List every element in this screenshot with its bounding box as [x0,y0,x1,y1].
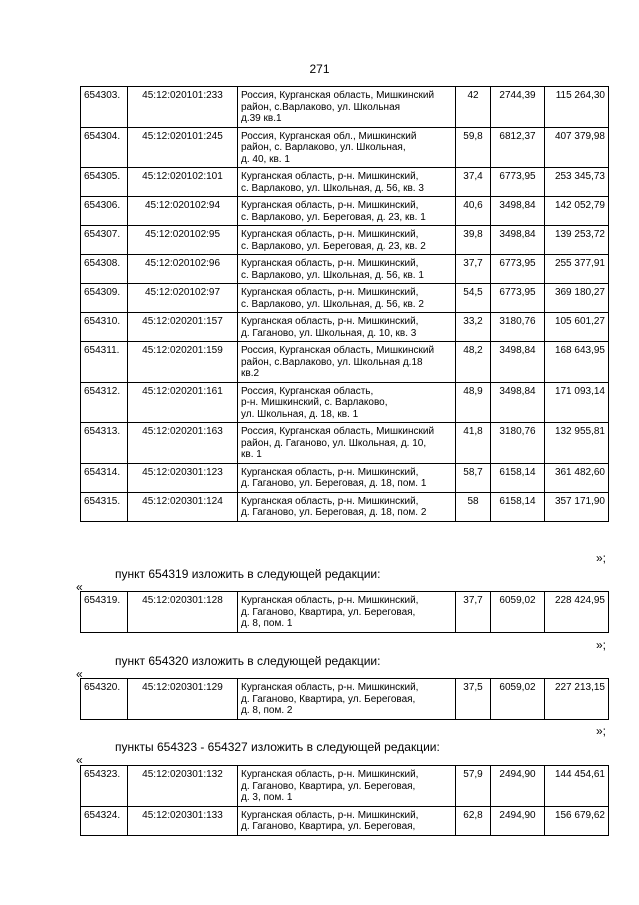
closing-quote: »; [596,551,607,565]
cadastral-value: 357 171,90 [545,492,609,521]
address-line: Россия, Курганская область, Мишкинский [241,90,435,101]
address [238,342,456,383]
cadastral-rate: 2744,39 [491,87,545,128]
cadastral-value: 144 454,61 [545,766,609,807]
area: 58 [456,492,491,521]
row-number: 654319. [81,592,128,633]
closing-quote: »; [596,638,607,652]
cadastral-value: 407 379,98 [545,127,609,168]
opening-quote: « [76,667,83,681]
cadastral-rate: 6773,95 [491,284,545,313]
address-line: Курганская область, р-н. Мишкинский, [241,229,419,240]
cadastral-rate: 6773,95 [491,255,545,284]
address [238,463,456,492]
address-line: Курганская область, р-н. Мишкинский, [241,258,419,269]
address-line: Россия, Курганская область, [241,385,374,397]
table-row [81,463,609,492]
cadastral-number: 45:12:020201:163 [128,423,238,464]
address-line: с. Варлаково, ул. Школьная, д. 56, кв. 3 [241,182,424,194]
area: 41,8 [456,423,491,464]
cadastral-value: 227 213,15 [545,679,609,720]
area: 62,8 [456,806,491,835]
area: 58,7 [456,463,491,492]
address [238,423,456,464]
area: 37,7 [456,255,491,284]
address [238,492,456,521]
cadastral-number: 45:12:020201:161 [128,382,238,423]
cadastral-number: 45:12:020301:133 [128,806,238,835]
cadastral-number: 45:12:020102:101 [128,168,238,197]
table-row [81,592,609,633]
cadastral-rate: 3180,76 [491,313,545,342]
opening-quote: « [76,580,83,594]
address [238,592,456,633]
address [238,284,456,313]
cadastral-rate: 3498,84 [491,342,545,383]
cadastral-rate: 6158,14 [491,492,545,521]
row-number: 654324. [81,806,128,835]
area: 57,9 [456,766,491,807]
address-line: с. Варлаково, ул. Береговая, д. 23, кв. 2 [241,240,426,252]
instruction-text: пункт 654319 изложить в следующей редакции: [115,567,381,581]
address-line: д.39 кв.1 [241,113,282,124]
address-line: д. 3, пом. 1 [241,792,293,803]
address-line: с. Варлаково, ул. Школьная, д. 56, кв. 1 [241,269,424,281]
area: 33,2 [456,313,491,342]
address-line: Курганская область, р-н. Мишкинский, [241,809,419,821]
page-number: 271 [309,62,330,76]
table-row [81,492,609,521]
row-number: 654310. [81,313,128,342]
instruction-text: пункт 654320 изложить в следующей редакции: [115,654,381,668]
area: 40,6 [456,197,491,226]
address-line: Курганская область, р-н. Мишкинский, [241,171,419,182]
table-row [81,313,609,342]
address [238,255,456,284]
cadastral-number: 45:12:020301:123 [128,463,238,492]
cadastral-rate: 6773,95 [491,168,545,197]
cadastral-value: 132 955,81 [545,423,609,464]
row-number: 654313. [81,423,128,464]
table-row [81,87,609,128]
address [238,87,456,128]
closing-quote: »; [596,724,607,738]
address [238,127,456,168]
cadastral-value: 139 253,72 [545,226,609,255]
row-number: 654311. [81,342,128,383]
cadastral-number: 45:12:020102:94 [128,197,238,226]
table-row [81,168,609,197]
table-row [81,226,609,255]
row-number: 654320. [81,679,128,720]
area: 54,5 [456,284,491,313]
cadastral-value: 142 052,79 [545,197,609,226]
row-number: 654309. [81,284,128,313]
cadastral-rate: 3498,84 [491,382,545,423]
cadastral-number: 45:12:020301:128 [128,592,238,633]
address-line: р-н. Мишкинский, с. Варлаково, [241,397,388,408]
table-row [81,679,609,720]
row-number: 654314. [81,463,128,492]
cadastral-value: 115 264,30 [545,87,609,128]
address-line: район, с.Варлаково, ул. Школьная [241,101,401,113]
address-line: с. Варлаково, ул. Школьная, д. 56, кв. 2 [241,298,424,310]
table-row [81,342,609,383]
address-line: район, д. Гаганово, ул. Школьная, д. 10, [241,437,427,449]
cadastral-number: 45:12:020301:129 [128,679,238,720]
cadastral-number: 45:12:020101:245 [128,127,238,168]
address [238,313,456,342]
table-row [81,806,609,835]
address [238,382,456,423]
address-line: Курганская область, р-н. Мишкинский, [241,769,419,780]
cadastral-number: 45:12:020301:132 [128,766,238,807]
address [238,679,456,720]
cadastral-value: 171 093,14 [545,382,609,423]
registry-table-main [80,86,609,522]
row-number: 654305. [81,168,128,197]
address-line: Курганская область, р-н. Мишкинский, [241,682,419,693]
registry-table-654323 [80,765,609,836]
address-line: район, с. Варлаково, ул. Школьная, [241,142,406,153]
cadastral-number: 45:12:020201:159 [128,342,238,383]
address [238,226,456,255]
address-line: ул. Школьная, д. 18, кв. 1 [241,408,359,420]
cadastral-value: 361 482,60 [545,463,609,492]
address-line: д. Гаганово, ул. Береговая, д. 18, пом. 2 [241,507,427,518]
row-number: 654304. [81,127,128,168]
row-number: 654315. [81,492,128,521]
area: 39,8 [456,226,491,255]
cadastral-value: 255 377,91 [545,255,609,284]
address-line: д. 40, кв. 1 [241,153,290,165]
cadastral-number: 45:12:020201:157 [128,313,238,342]
cadastral-rate: 6059,02 [491,679,545,720]
address [238,766,456,807]
address-line: Курганская область, р-н. Мишкинский, [241,316,419,327]
area: 59,8 [456,127,491,168]
row-number: 654306. [81,197,128,226]
cadastral-rate: 2494,90 [491,766,545,807]
row-number: 654303. [81,87,128,128]
address-line: Курганская область, р-н. Мишкинский, [241,466,419,478]
area: 37,5 [456,679,491,720]
cadastral-value: 105 601,27 [545,313,609,342]
address-line: д. Гаганово, ул. Школьная, д. 10, кв. 3 [241,327,417,339]
address-line: кв. 1 [241,449,262,460]
table-row [81,382,609,423]
address-line: д. Гаганово, Квартира, ул. Береговая, [241,693,416,705]
address [238,168,456,197]
table-row [81,284,609,313]
cadastral-value: 253 345,73 [545,168,609,197]
address-line: д. Гаганово, Квартира, ул. Береговая, [241,821,416,832]
address-line: кв.2 [241,368,260,379]
cadastral-value: 156 679,62 [545,806,609,835]
area: 37,7 [456,592,491,633]
area: 48,9 [456,382,491,423]
address-line: Курганская область, р-н. Мишкинский, [241,595,419,606]
address-line: Россия, Курганская область, Мишкинский [241,345,435,356]
instruction-text: пункты 654323 - 654327 изложить в следующей редакции: [115,740,440,754]
cadastral-rate: 3498,84 [491,197,545,226]
address [238,197,456,226]
row-number: 654308. [81,255,128,284]
address-line: д. 8, пом. 2 [241,705,293,716]
cadastral-value: 369 180,27 [545,284,609,313]
cadastral-rate: 3498,84 [491,226,545,255]
cadastral-number: 45:12:020102:96 [128,255,238,284]
table-row [81,255,609,284]
area: 42 [456,87,491,128]
cadastral-value: 168 643,95 [545,342,609,383]
opening-quote: « [76,753,83,767]
cadastral-number: 45:12:020102:97 [128,284,238,313]
table-row [81,423,609,464]
cadastral-number: 45:12:020101:233 [128,87,238,128]
area: 48,2 [456,342,491,383]
table-row [81,766,609,807]
row-number: 654312. [81,382,128,423]
address-line: с. Варлаково, ул. Береговая, д. 23, кв. 1 [241,211,426,223]
cadastral-rate: 6812,37 [491,127,545,168]
table-row [81,197,609,226]
address-line: Россия, Курганская обл., Мишкинский [241,130,417,142]
table-row [81,127,609,168]
address [238,806,456,835]
address-line: д. Гаганово, Квартира, ул. Береговая, [241,606,416,618]
registry-table-654319 [80,591,609,633]
address-line: район, с.Варлаково, ул. Школьная д.18 [241,356,423,368]
area: 37,4 [456,168,491,197]
address-line: Курганская область, р-н. Мишкинский, [241,495,419,507]
cadastral-number: 45:12:020301:124 [128,492,238,521]
registry-table-654320 [80,678,609,720]
row-number: 654307. [81,226,128,255]
cadastral-rate: 3180,76 [491,423,545,464]
address-line: д. Гаганово, ул. Береговая, д. 18, пом. 1 [241,478,427,489]
row-number: 654323. [81,766,128,807]
cadastral-number: 45:12:020102:95 [128,226,238,255]
address-line: д. 8, пом. 1 [241,618,293,629]
cadastral-rate: 6059,02 [491,592,545,633]
cadastral-rate: 2494,90 [491,806,545,835]
address-line: д. Гаганово, Квартира, ул. Береговая, [241,780,416,792]
address-line: Россия, Курганская область, Мишкинский [241,426,435,437]
cadastral-rate: 6158,14 [491,463,545,492]
cadastral-value: 228 424,95 [545,592,609,633]
address-line: Курганская область, р-н. Мишкинский, [241,287,419,298]
address-line: Курганская область, р-н. Мишкинский, [241,200,419,211]
